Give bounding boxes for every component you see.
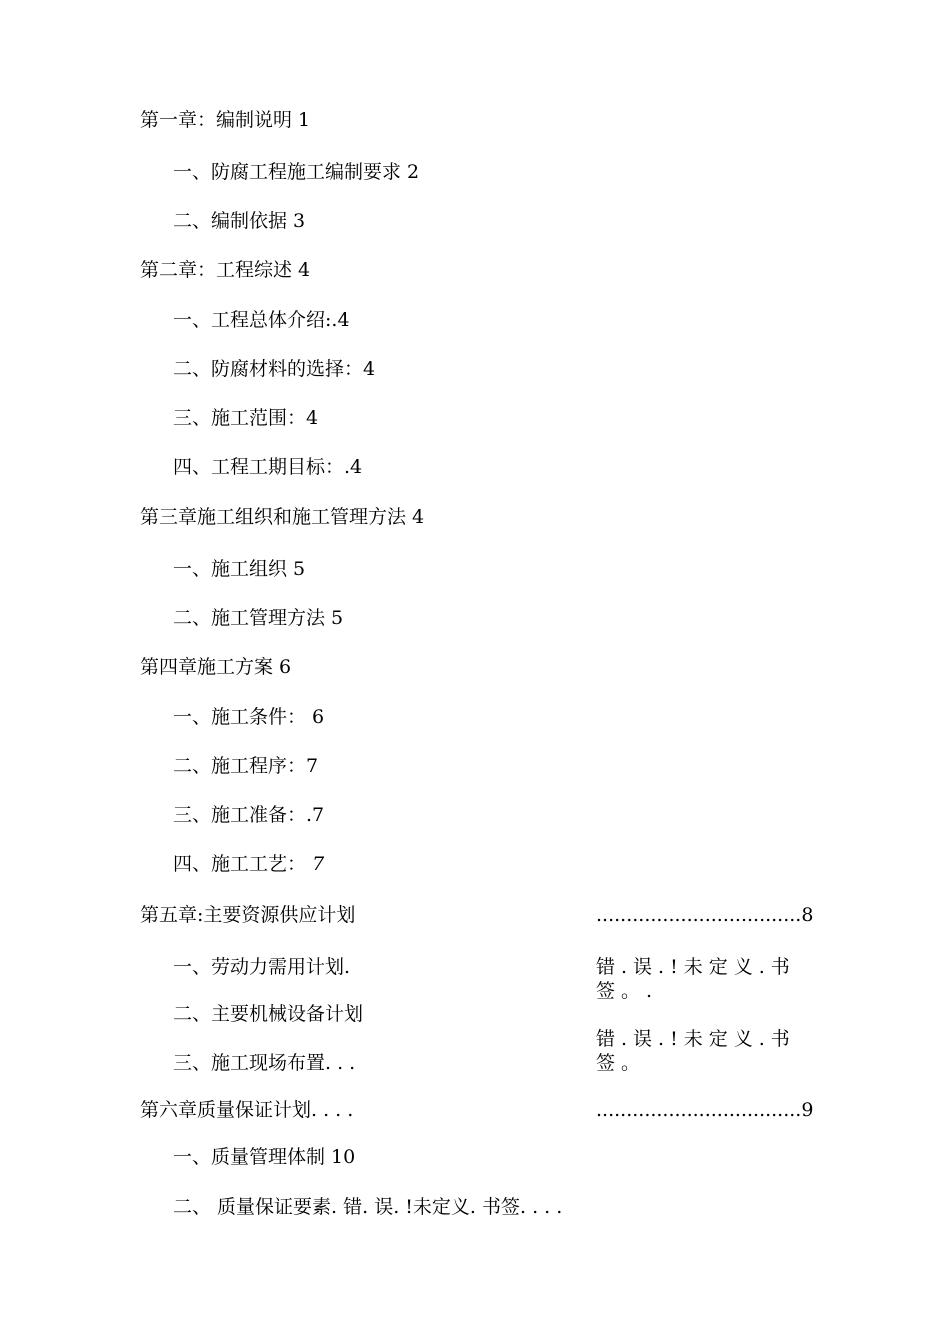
toc-section-2-1: 一、工程总体介绍:.4 [173,309,350,331]
toc-chapter-5-leader: ..................................8 [596,904,814,926]
toc-section-5-1: 一、劳动力需用计划. [173,956,351,978]
toc-chapter-4: 第四章施工方案 6 [140,656,292,678]
toc-section-5-3-error: 错.误.!未定义.书签。 [596,1028,796,1074]
toc-section-2-3: 三、施工范围：4 [173,407,319,429]
toc-section-3-1: 一、施工组织 5 [173,558,306,580]
toc-section-2-4: 四、工程工期目标：.4 [173,456,363,478]
toc-section-6-1: 一、质量管理体制 10 [173,1146,356,1168]
toc-chapter-6-leader: ..................................9 [596,1099,814,1121]
toc-section-4-4 [173,852,324,876]
toc-section-3-2: 二、施工管理方法 5 [173,607,344,629]
toc-section-4-4-page: 7 [312,853,325,875]
toc-section-5-1-error: 错.误.!未定义.书签。. [596,956,796,1002]
toc-section-5-3: 三、施工现场布置. . . [173,1052,356,1074]
toc-chapter-1: 第一章：编制说明 1 [140,109,311,131]
toc-chapter-2: 第二章：工程综述 4 [140,259,311,281]
toc-section-4-4-text: 四、施工工艺： [173,853,307,875]
toc-section-2-2: 二、防腐材料的选择：4 [173,358,376,380]
toc-section-4-2: 二、施工程序：7 [173,755,319,777]
toc-section-4-3: 三、施工准备：.7 [173,804,325,826]
toc-section-1-2: 二、编制依据 3 [173,210,306,232]
toc-chapter-5: 第五章:主要资源供应计划 [140,904,356,926]
toc-section-1-1: 一、防腐工程施工编制要求 2 [173,161,420,183]
toc-chapter-3: 第三章施工组织和施工管理方法 4 [140,506,425,528]
toc-section-6-2: 二、 质量保证要素. 错. 误. !未定义. 书签. . . . [173,1196,563,1218]
toc-section-5-2: 二、主要机械设备计划 [173,1003,364,1025]
toc-chapter-6: 第六章质量保证计划. . . . [140,1099,354,1121]
toc-section-4-1: 一、施工条件： 6 [173,706,325,728]
